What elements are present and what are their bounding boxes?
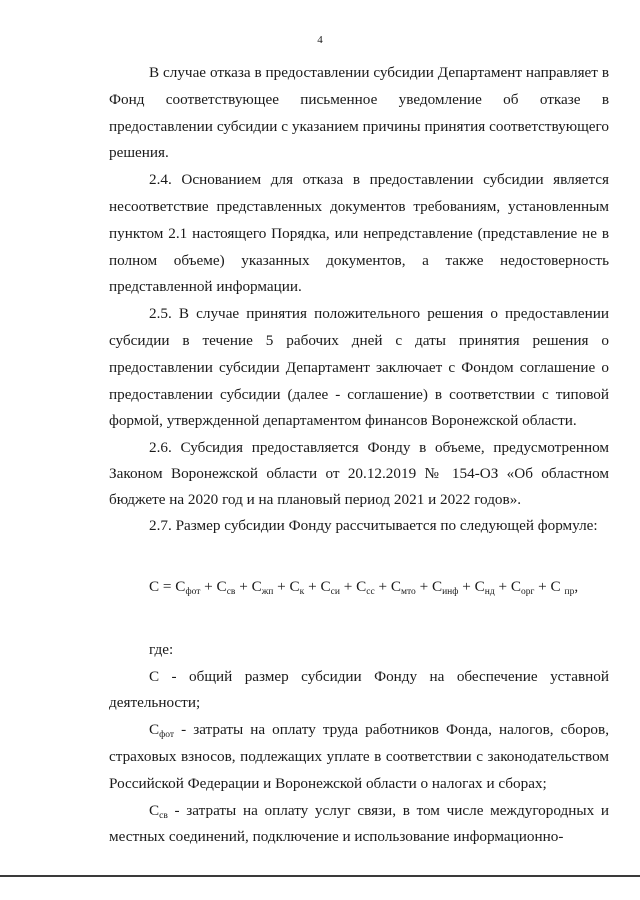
formula-term: $С_{си}$ + bbox=[320, 577, 357, 597]
page-number: 4 bbox=[317, 34, 323, 46]
definition-c-fot: $С_{фот}$ - затраты на оплату труда работников Фонда, налогов, сборов, страховых взносов, подлежащих уплате в соответствии с законодательством Российской Федерации и Воронежской области о налогах и сборах; bbox=[109, 721, 609, 792]
formula-term: $С_к$ + bbox=[289, 577, 321, 597]
formula-term: $С_{мто}$ + bbox=[390, 577, 432, 597]
formula-term: $С_{фот}$ + bbox=[175, 577, 217, 597]
formula-term: $С_{нд}$ + bbox=[474, 577, 511, 597]
paragraph-refusal-notice: В случае отказа в предоставлении субсидии Департамент направляет в Фонд соответствующее письменное уведомление об отказе в предоставлении субсидии с указанием причины принятия соответствующего решения. bbox=[109, 64, 609, 162]
document-body bbox=[109, 60, 609, 851]
formula-term: С $_{пр}$, bbox=[550, 577, 579, 597]
scan-bottom-edge bbox=[0, 875, 640, 877]
paragraph-2-7: 2.7. Размер субсидии Фонду рассчитывается по следующей формуле: bbox=[149, 517, 598, 535]
formula-term: $С_{жп}$ + bbox=[251, 577, 290, 597]
paragraph-2-4: 2.4. Основанием для отказа в предоставлении субсидии является несоответствие представленных документов требованиям, установленным пунктом 2.1 настоящего Порядка, или непредставление (представление не в полном объеме) указанных документов, а также недостоверность представленной информации. bbox=[109, 171, 609, 296]
paragraph-2-6: 2.6. Субсидия предоставляется Фонду в объеме, предусмотренном Законом Воронежской области от 20.12.2019 № 154-ОЗ «Об областном бюджете на 2020 год и на плановый период 2021 и 2022 годов». bbox=[109, 439, 609, 509]
formula-term: $С_{сс}$ + bbox=[356, 577, 391, 597]
formula-lhs: С = bbox=[149, 577, 176, 595]
subsidy-formula bbox=[109, 574, 609, 601]
where-label: где: bbox=[149, 640, 174, 658]
definition-c-total: С - общий размер субсидии Фонду на обеспечение уставной деятельности; bbox=[109, 667, 609, 712]
definition-c-sv: $С_{св}$ - затраты на оплату услуг связи, в том числе междугородных и местных соединений, подключение и использование информационно- bbox=[109, 801, 609, 846]
formula-term: $С_{орг}$ + bbox=[510, 577, 551, 597]
paragraph-2-5: 2.5. В случае принятия положительного решения о предоставлении субсидии в течение 5 рабочих дней с даты принятия решения о предоставлении субсидии Департамент заключает с Фондом соглашение о предоставлении субсидии (далее - соглашение) в соответствии с типовой формой, утвержденной департаментом финансов Воронежской области. bbox=[109, 305, 609, 430]
formula-term: $С_{св}$ + bbox=[216, 577, 252, 597]
formula-term: $С_{инф}$ + bbox=[431, 577, 475, 597]
